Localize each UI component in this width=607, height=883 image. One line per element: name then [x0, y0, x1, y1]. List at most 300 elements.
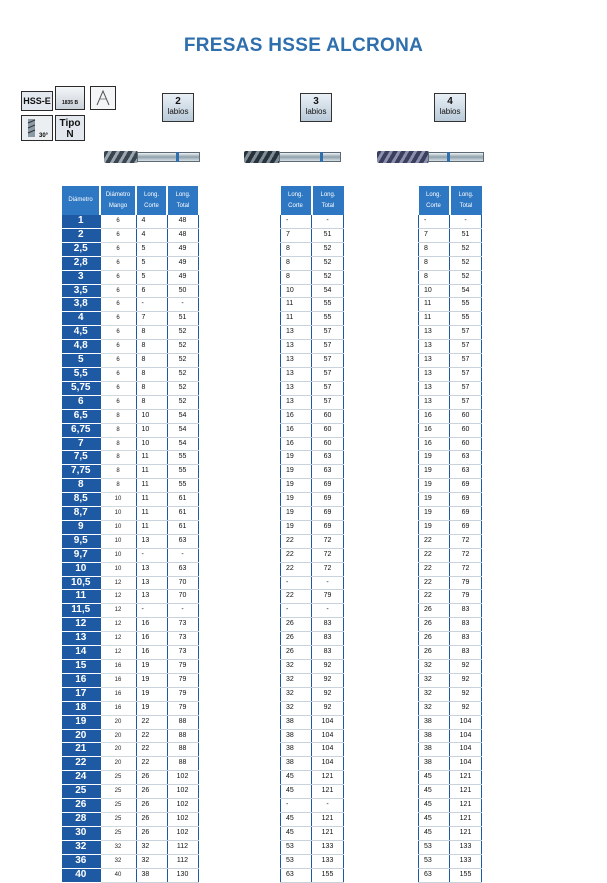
table-row: [281, 395, 344, 409]
total-length-cell: 60: [450, 423, 482, 437]
group-number: 3: [313, 96, 319, 107]
cut-length-cell: 11: [419, 312, 450, 326]
shank-cell: 6: [100, 340, 136, 354]
table-row: [62, 493, 198, 507]
drill-tip-icon: [90, 86, 116, 110]
shank-cell: 6: [100, 228, 136, 242]
total-length-cell: 48: [167, 215, 198, 228]
cut-length-cell: 11: [419, 298, 450, 312]
cut-length-cell: 13: [419, 381, 450, 395]
shank-cell: 6: [100, 312, 136, 326]
table-row: [62, 270, 198, 284]
cut-length-cell: -: [419, 215, 450, 228]
end-mill-4-flutes-image: [377, 150, 484, 164]
table-row: [62, 701, 198, 715]
total-length-cell: 92: [450, 673, 482, 687]
table-row: [419, 312, 482, 326]
cut-length-cell: 22: [419, 576, 450, 590]
diameter-cell: 5,5: [62, 367, 100, 381]
cut-length-cell: 26: [136, 771, 167, 785]
table-row: [62, 507, 198, 521]
diameter-cell: 25: [62, 785, 100, 799]
cut-length-cell: 13: [136, 534, 167, 548]
table-row: [62, 729, 198, 743]
shank-cell: 25: [100, 826, 136, 840]
cut-length-cell: 26: [419, 618, 450, 632]
table-row: [281, 854, 344, 868]
end-mill-2-flutes-image: [104, 150, 200, 164]
total-length-cell: 104: [312, 729, 344, 743]
table-row: [281, 590, 344, 604]
total-length-cell: 61: [167, 493, 198, 507]
cut-length-cell: 26: [419, 604, 450, 618]
total-length-cell: 92: [450, 687, 482, 701]
cut-length-cell: 16: [136, 618, 167, 632]
total-length-cell: 50: [167, 284, 198, 298]
table-row: [419, 771, 482, 785]
shank-cell: 10: [100, 534, 136, 548]
cut-length-cell: 19: [281, 507, 312, 521]
diameter-cell: 8,5: [62, 493, 100, 507]
table-row: [281, 646, 344, 660]
total-length-cell: 121: [312, 785, 344, 799]
cut-length-cell: 22: [136, 715, 167, 729]
cut-length-cell: 19: [136, 701, 167, 715]
diameter-cell: 3: [62, 270, 100, 284]
cut-length-cell: 10: [281, 284, 312, 298]
total-length-cell: 104: [450, 715, 482, 729]
shank-cell: 10: [100, 507, 136, 521]
total-length-cell: 155: [312, 868, 344, 882]
total-length-cell: 104: [450, 743, 482, 757]
table-row: [62, 354, 198, 368]
cut-length-cell: 11: [136, 451, 167, 465]
group-3-flutes: [300, 93, 332, 122]
shank-cell: 10: [100, 493, 136, 507]
shank-cell: 12: [100, 576, 136, 590]
table-row: [62, 340, 198, 354]
total-length-cell: -: [167, 604, 198, 618]
shank-cell: 40: [100, 868, 136, 882]
table-row: [62, 687, 198, 701]
table-row: [281, 242, 344, 256]
cut-length-cell: 45: [281, 785, 312, 799]
cut-length-cell: -: [281, 799, 312, 813]
cut-length-cell: 45: [419, 771, 450, 785]
total-length-cell: -: [312, 799, 344, 813]
total-length-cell: 57: [312, 326, 344, 340]
helix-angle-icon: [21, 115, 53, 141]
table-row: [281, 687, 344, 701]
table-row: [419, 548, 482, 562]
table-row: [281, 493, 344, 507]
cut-length-cell: 13: [281, 395, 312, 409]
total-length-cell: 57: [312, 395, 344, 409]
shank-cell: 10: [100, 562, 136, 576]
table-row: [281, 660, 344, 674]
table-row: [62, 590, 198, 604]
cut-length-cell: 45: [281, 812, 312, 826]
table-row: [281, 534, 344, 548]
cut-length-cell: 19: [419, 451, 450, 465]
cut-length-cell: 38: [419, 729, 450, 743]
cut-length-cell: 22: [281, 562, 312, 576]
total-length-cell: 55: [167, 451, 198, 465]
shank-cell: 6: [100, 381, 136, 395]
total-length-cell: 83: [312, 618, 344, 632]
table-row: [281, 757, 344, 771]
total-length-cell: 79: [312, 590, 344, 604]
diameter-cell: 7,75: [62, 465, 100, 479]
diameter-header: Diámetro: [62, 186, 100, 215]
table-row: [281, 270, 344, 284]
cut-length-cell: 32: [419, 687, 450, 701]
table-row: [281, 812, 344, 826]
total-length-cell: 54: [167, 409, 198, 423]
shank-cell: 8: [100, 409, 136, 423]
cut-length-cell: 19: [281, 520, 312, 534]
table-row: [419, 381, 482, 395]
table-row: [62, 812, 198, 826]
shank-cell: 6: [100, 395, 136, 409]
table-row: [281, 868, 344, 882]
type-value: N: [66, 129, 74, 140]
cut-length-cell: -: [136, 604, 167, 618]
diameter-cell: 1: [62, 215, 100, 228]
diameter-cell: 4: [62, 312, 100, 326]
table-row: [62, 326, 198, 340]
total-length-header: Long. Total: [312, 186, 344, 215]
table-row: [419, 215, 482, 228]
diameter-cell: 24: [62, 771, 100, 785]
total-length-cell: 92: [312, 660, 344, 674]
total-length-cell: 63: [312, 465, 344, 479]
total-length-cell: 48: [167, 228, 198, 242]
cut-length-cell: 53: [281, 854, 312, 868]
cut-length-cell: 16: [419, 423, 450, 437]
table-row: [419, 298, 482, 312]
total-length-cell: 155: [450, 868, 482, 882]
table-row: [281, 451, 344, 465]
total-length-cell: 49: [167, 256, 198, 270]
total-length-header: Long. Total: [450, 186, 482, 215]
cut-length-cell: 7: [419, 228, 450, 242]
cut-length-cell: 8: [419, 242, 450, 256]
table-row: [281, 479, 344, 493]
total-length-cell: 72: [312, 562, 344, 576]
cut-length-cell: 8: [419, 256, 450, 270]
table-row: [62, 757, 198, 771]
table-row: [62, 465, 198, 479]
table-row: [62, 215, 198, 228]
total-length-cell: 73: [167, 632, 198, 646]
total-length-cell: 102: [167, 771, 198, 785]
cut-length-cell: 10: [136, 437, 167, 451]
total-length-cell: 51: [450, 228, 482, 242]
total-length-cell: 61: [167, 507, 198, 521]
diameter-cell: 9,7: [62, 548, 100, 562]
diameter-cell: 2,8: [62, 256, 100, 270]
table-row: [281, 326, 344, 340]
cut-length-cell: 26: [136, 785, 167, 799]
total-length-cell: 79: [167, 687, 198, 701]
table-row: [62, 548, 198, 562]
total-length-cell: 57: [312, 354, 344, 368]
total-length-cell: 79: [167, 701, 198, 715]
total-length-cell: 52: [167, 340, 198, 354]
table-row: [281, 367, 344, 381]
cut-length-cell: 38: [281, 757, 312, 771]
diameter-cell: 17: [62, 687, 100, 701]
table-row: [62, 632, 198, 646]
table-row: [419, 423, 482, 437]
cut-length-cell: 8: [281, 242, 312, 256]
total-length-cell: 63: [450, 465, 482, 479]
total-length-cell: 60: [450, 437, 482, 451]
shank-cell: 6: [100, 215, 136, 228]
total-length-cell: 57: [450, 340, 482, 354]
total-length-cell: 57: [450, 395, 482, 409]
diameter-cell: 16: [62, 673, 100, 687]
table-row: [281, 840, 344, 854]
total-length-cell: -: [312, 604, 344, 618]
table-row: [62, 868, 198, 882]
diameter-cell: 12: [62, 618, 100, 632]
table-row: [419, 646, 482, 660]
table-row: [419, 340, 482, 354]
diameter-cell: 9,5: [62, 534, 100, 548]
table-row: [419, 757, 482, 771]
total-length-cell: 102: [167, 785, 198, 799]
table-row: [62, 520, 198, 534]
table-row: [281, 618, 344, 632]
cut-length-cell: 26: [419, 632, 450, 646]
cut-length-cell: 11: [281, 298, 312, 312]
cut-length-cell: -: [136, 548, 167, 562]
shank-cell: 20: [100, 715, 136, 729]
total-length-cell: 121: [312, 826, 344, 840]
cut-length-cell: 10: [136, 423, 167, 437]
total-length-cell: 69: [450, 507, 482, 521]
total-length-cell: 73: [167, 646, 198, 660]
shank-cell: 25: [100, 812, 136, 826]
total-length-cell: -: [167, 548, 198, 562]
shank-cell: 6: [100, 270, 136, 284]
table-row: [62, 367, 198, 381]
shank-cell: 25: [100, 771, 136, 785]
page-title: FRESAS HSSE ALCRONA: [183, 35, 424, 56]
total-length-cell: 57: [312, 367, 344, 381]
total-length-cell: 55: [312, 312, 344, 326]
table-row: [281, 729, 344, 743]
total-length-cell: 112: [167, 854, 198, 868]
cut-length-header: Long. Corte: [136, 186, 167, 215]
cut-length-cell: 19: [281, 479, 312, 493]
cut-length-cell: 63: [281, 868, 312, 882]
cut-length-cell: 19: [281, 493, 312, 507]
table-row: [419, 326, 482, 340]
cut-length-cell: 45: [281, 771, 312, 785]
table-row: [419, 785, 482, 799]
table-row: [281, 771, 344, 785]
table-row: [281, 354, 344, 368]
cut-length-cell: 22: [419, 548, 450, 562]
standard-badge: 1835 B: [55, 86, 85, 110]
total-length-cell: 57: [312, 340, 344, 354]
cut-length-cell: 19: [419, 493, 450, 507]
table-row: [281, 298, 344, 312]
diameter-cell: 8,7: [62, 507, 100, 521]
shank-cell: 8: [100, 465, 136, 479]
table-row: [419, 576, 482, 590]
cut-length-cell: 13: [281, 354, 312, 368]
total-length-cell: 133: [450, 840, 482, 854]
cut-length-cell: 32: [281, 673, 312, 687]
total-length-cell: 70: [167, 576, 198, 590]
total-length-cell: 121: [450, 812, 482, 826]
total-length-cell: 52: [450, 270, 482, 284]
shank-cell: 16: [100, 673, 136, 687]
diameter-cell: 30: [62, 826, 100, 840]
total-length-cell: 83: [450, 646, 482, 660]
shank-cell: 25: [100, 785, 136, 799]
diameter-cell: 19: [62, 715, 100, 729]
cut-length-cell: 16: [281, 423, 312, 437]
total-length-cell: 60: [312, 409, 344, 423]
total-length-cell: 49: [167, 242, 198, 256]
total-length-cell: 52: [312, 242, 344, 256]
cut-length-cell: 8: [136, 381, 167, 395]
diameter-cell: 13: [62, 632, 100, 646]
total-length-header: Long. Total: [167, 186, 198, 215]
table-row: [419, 270, 482, 284]
total-length-cell: 63: [167, 534, 198, 548]
diameter-cell: 4,5: [62, 326, 100, 340]
table-row: [419, 854, 482, 868]
table-row: [62, 840, 198, 854]
total-length-cell: 102: [167, 812, 198, 826]
total-length-cell: 83: [450, 632, 482, 646]
table-row: [62, 771, 198, 785]
table-row: [62, 298, 198, 312]
shank-cell: 16: [100, 687, 136, 701]
table-row: [419, 799, 482, 813]
cut-length-cell: 10: [136, 409, 167, 423]
total-length-cell: -: [312, 576, 344, 590]
diameter-cell: 6,75: [62, 423, 100, 437]
diameter-cell: 6,5: [62, 409, 100, 423]
total-length-cell: 83: [312, 646, 344, 660]
group-2-flutes: [162, 93, 194, 122]
cut-length-cell: 53: [281, 840, 312, 854]
shank-cell: 12: [100, 646, 136, 660]
cut-length-cell: 38: [281, 715, 312, 729]
total-length-cell: 92: [450, 701, 482, 715]
total-length-cell: 63: [312, 451, 344, 465]
total-length-cell: 52: [167, 381, 198, 395]
total-length-cell: 60: [312, 423, 344, 437]
group-label: labios: [305, 107, 327, 116]
table-row: [62, 604, 198, 618]
table-row: [419, 534, 482, 548]
table-row: [419, 840, 482, 854]
diameter-cell: 2,5: [62, 242, 100, 256]
table-row: [419, 507, 482, 521]
diameter-cell: 32: [62, 840, 100, 854]
total-length-cell: 61: [167, 520, 198, 534]
diameter-cell: 9: [62, 520, 100, 534]
table-row: [62, 673, 198, 687]
cut-length-cell: 38: [281, 729, 312, 743]
cut-length-cell: 11: [136, 507, 167, 521]
table-row: [62, 799, 198, 813]
table-row: [419, 632, 482, 646]
cut-length-cell: 22: [136, 743, 167, 757]
total-length-cell: 69: [450, 520, 482, 534]
table-row: [281, 340, 344, 354]
diameter-cell: 11: [62, 590, 100, 604]
total-length-cell: 88: [167, 729, 198, 743]
cut-length-cell: 13: [281, 340, 312, 354]
total-length-cell: 60: [312, 437, 344, 451]
table-row: [419, 242, 482, 256]
table-row: [281, 548, 344, 562]
total-length-cell: 92: [312, 687, 344, 701]
table-row: [281, 604, 344, 618]
shank-cell: 6: [100, 256, 136, 270]
cut-length-cell: 63: [419, 868, 450, 882]
shank-cell: 6: [100, 354, 136, 368]
shank-cell: 8: [100, 479, 136, 493]
table-row: [281, 520, 344, 534]
cut-length-cell: 38: [419, 757, 450, 771]
cut-length-cell: 26: [281, 618, 312, 632]
cut-length-cell: -: [281, 576, 312, 590]
cut-length-cell: 26: [419, 646, 450, 660]
cut-length-cell: 38: [419, 715, 450, 729]
total-length-cell: -: [312, 215, 344, 228]
total-length-cell: 104: [450, 757, 482, 771]
diameter-cell: 26: [62, 799, 100, 813]
table-row: [281, 256, 344, 270]
cut-length-cell: 13: [419, 395, 450, 409]
table-row: [62, 423, 198, 437]
table-row: [281, 673, 344, 687]
cut-length-cell: 45: [419, 785, 450, 799]
cut-length-cell: 13: [136, 562, 167, 576]
total-length-cell: 55: [450, 312, 482, 326]
type-badge: [55, 115, 85, 141]
total-length-cell: 63: [450, 451, 482, 465]
cut-length-header: Long. Corte: [419, 186, 450, 215]
cut-length-cell: 32: [419, 701, 450, 715]
diameter-cell: 11,5: [62, 604, 100, 618]
cut-length-cell: 38: [136, 868, 167, 882]
cut-length-cell: 38: [419, 743, 450, 757]
table-row: [419, 493, 482, 507]
end-mill-3-flutes-image: [244, 150, 341, 164]
total-length-cell: 69: [450, 479, 482, 493]
diameter-cell: 21: [62, 743, 100, 757]
table-row: [281, 284, 344, 298]
shank-cell: 32: [100, 840, 136, 854]
cut-length-cell: 8: [136, 367, 167, 381]
total-length-cell: 70: [167, 590, 198, 604]
total-length-cell: 54: [167, 437, 198, 451]
diameter-cell: 2: [62, 228, 100, 242]
cut-length-cell: 6: [136, 284, 167, 298]
group-number: 4: [447, 96, 453, 107]
